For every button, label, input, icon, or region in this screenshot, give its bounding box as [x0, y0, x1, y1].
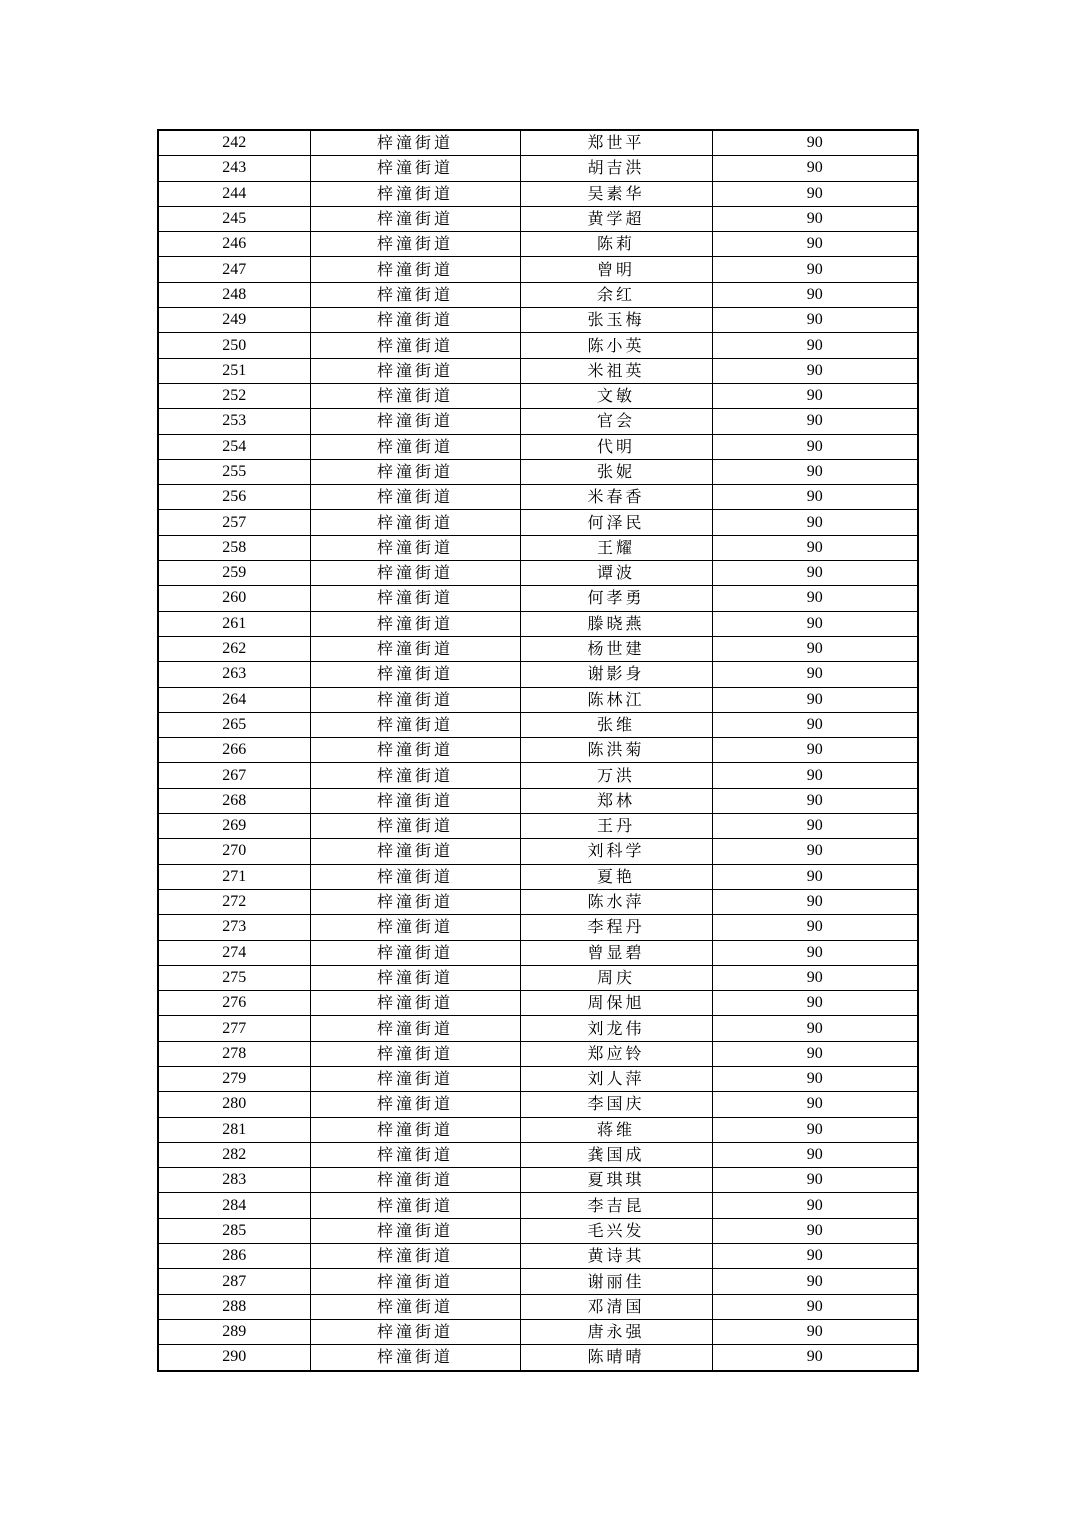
- street-cell: 梓潼街道: [310, 206, 520, 231]
- person-name-cell: 陈林江: [520, 687, 712, 712]
- score-cell: 90: [712, 687, 918, 712]
- table-row: [158, 1016, 918, 1041]
- person-name-cell: 陈晴晴: [520, 1345, 712, 1371]
- street-cell: 梓潼街道: [310, 1218, 520, 1243]
- table-row: [158, 232, 918, 257]
- score-cell: 90: [712, 611, 918, 636]
- score-cell: 90: [712, 1092, 918, 1117]
- street-cell: 梓潼街道: [310, 611, 520, 636]
- person-name-cell: 谢丽佳: [520, 1269, 712, 1294]
- table-row: [158, 1092, 918, 1117]
- street-cell: 梓潼街道: [310, 1092, 520, 1117]
- table-row: [158, 1319, 918, 1344]
- row-number-cell: 284: [158, 1193, 310, 1218]
- table-row: [158, 1142, 918, 1167]
- table-row: [158, 1066, 918, 1091]
- table-row: [158, 535, 918, 560]
- score-cell: 90: [712, 130, 918, 156]
- street-cell: 梓潼街道: [310, 763, 520, 788]
- street-cell: 梓潼街道: [310, 1193, 520, 1218]
- row-number-cell: 287: [158, 1269, 310, 1294]
- row-number-cell: 279: [158, 1066, 310, 1091]
- person-name-cell: 邓清国: [520, 1294, 712, 1319]
- table-row: [158, 409, 918, 434]
- person-name-cell: 米祖英: [520, 358, 712, 383]
- street-cell: 梓潼街道: [310, 1066, 520, 1091]
- table-row: [158, 1294, 918, 1319]
- street-cell: 梓潼街道: [310, 282, 520, 307]
- table-row: [158, 611, 918, 636]
- score-cell: 90: [712, 940, 918, 965]
- street-cell: 梓潼街道: [310, 712, 520, 737]
- street-cell: 梓潼街道: [310, 257, 520, 282]
- street-cell: 梓潼街道: [310, 1016, 520, 1041]
- row-number-cell: 286: [158, 1244, 310, 1269]
- table-row: [158, 358, 918, 383]
- score-cell: 90: [712, 1294, 918, 1319]
- street-cell: 梓潼街道: [310, 940, 520, 965]
- person-name-cell: 郑林: [520, 788, 712, 813]
- person-name-cell: 毛兴发: [520, 1218, 712, 1243]
- street-cell: 梓潼街道: [310, 636, 520, 661]
- table-row: [158, 181, 918, 206]
- street-cell: 梓潼街道: [310, 839, 520, 864]
- person-name-cell: 吴素华: [520, 181, 712, 206]
- person-name-cell: 王耀: [520, 535, 712, 560]
- row-number-cell: 280: [158, 1092, 310, 1117]
- score-cell: 90: [712, 738, 918, 763]
- table-row: [158, 308, 918, 333]
- row-number-cell: 282: [158, 1142, 310, 1167]
- row-number-cell: 275: [158, 965, 310, 990]
- row-number-cell: 259: [158, 561, 310, 586]
- table-row: [158, 1041, 918, 1066]
- street-cell: 梓潼街道: [310, 889, 520, 914]
- person-name-cell: 夏琪琪: [520, 1168, 712, 1193]
- table-row: [158, 586, 918, 611]
- table-row: [158, 1345, 918, 1371]
- score-cell: 90: [712, 1345, 918, 1371]
- score-cell: 90: [712, 181, 918, 206]
- street-cell: 梓潼街道: [310, 1117, 520, 1142]
- street-cell: 梓潼街道: [310, 965, 520, 990]
- person-name-cell: 黄诗其: [520, 1244, 712, 1269]
- score-cell: 90: [712, 1168, 918, 1193]
- street-cell: 梓潼街道: [310, 561, 520, 586]
- score-cell: 90: [712, 434, 918, 459]
- score-cell: 90: [712, 206, 918, 231]
- street-cell: 梓潼街道: [310, 915, 520, 940]
- score-cell: 90: [712, 358, 918, 383]
- score-cell: 90: [712, 788, 918, 813]
- street-cell: 梓潼街道: [310, 738, 520, 763]
- row-number-cell: 277: [158, 1016, 310, 1041]
- score-cell: 90: [712, 1269, 918, 1294]
- row-number-cell: 260: [158, 586, 310, 611]
- person-name-cell: 曾显碧: [520, 940, 712, 965]
- person-name-cell: 张玉梅: [520, 308, 712, 333]
- person-name-cell: 刘科学: [520, 839, 712, 864]
- row-number-cell: 251: [158, 358, 310, 383]
- row-number-cell: 272: [158, 889, 310, 914]
- score-cell: 90: [712, 1193, 918, 1218]
- street-cell: 梓潼街道: [310, 459, 520, 484]
- row-number-cell: 245: [158, 206, 310, 231]
- table-row: [158, 763, 918, 788]
- score-cell: 90: [712, 1041, 918, 1066]
- person-name-cell: 陈小英: [520, 333, 712, 358]
- person-name-cell: 夏艳: [520, 864, 712, 889]
- street-cell: 梓潼街道: [310, 485, 520, 510]
- person-name-cell: 官会: [520, 409, 712, 434]
- score-cell: 90: [712, 965, 918, 990]
- roster-table: [157, 129, 919, 1372]
- street-cell: 梓潼街道: [310, 1294, 520, 1319]
- table-row: [158, 915, 918, 940]
- person-name-cell: 谢影身: [520, 662, 712, 687]
- table-row: [158, 965, 918, 990]
- street-cell: 梓潼街道: [310, 232, 520, 257]
- table-row: [158, 940, 918, 965]
- table-row: [158, 889, 918, 914]
- table-row: [158, 156, 918, 181]
- row-number-cell: 242: [158, 130, 310, 156]
- table-row: [158, 1244, 918, 1269]
- table-row: [158, 459, 918, 484]
- row-number-cell: 256: [158, 485, 310, 510]
- person-name-cell: 张维: [520, 712, 712, 737]
- score-cell: 90: [712, 1016, 918, 1041]
- street-cell: 梓潼街道: [310, 1319, 520, 1344]
- score-cell: 90: [712, 763, 918, 788]
- row-number-cell: 263: [158, 662, 310, 687]
- score-cell: 90: [712, 510, 918, 535]
- row-number-cell: 268: [158, 788, 310, 813]
- person-name-cell: 刘龙伟: [520, 1016, 712, 1041]
- score-cell: 90: [712, 1142, 918, 1167]
- person-name-cell: 代明: [520, 434, 712, 459]
- person-name-cell: 周庆: [520, 965, 712, 990]
- row-number-cell: 285: [158, 1218, 310, 1243]
- row-number-cell: 243: [158, 156, 310, 181]
- score-cell: 90: [712, 814, 918, 839]
- score-cell: 90: [712, 1218, 918, 1243]
- table-row: [158, 561, 918, 586]
- table-row: [158, 1117, 918, 1142]
- score-cell: 90: [712, 232, 918, 257]
- score-cell: 90: [712, 1117, 918, 1142]
- row-number-cell: 281: [158, 1117, 310, 1142]
- person-name-cell: 黄学超: [520, 206, 712, 231]
- table-row: [158, 1193, 918, 1218]
- score-cell: 90: [712, 459, 918, 484]
- person-name-cell: 滕晓燕: [520, 611, 712, 636]
- person-name-cell: 王丹: [520, 814, 712, 839]
- table-row: [158, 383, 918, 408]
- roster-table-body: [158, 130, 918, 1371]
- table-row: [158, 839, 918, 864]
- street-cell: 梓潼街道: [310, 1168, 520, 1193]
- score-cell: 90: [712, 915, 918, 940]
- row-number-cell: 266: [158, 738, 310, 763]
- row-number-cell: 270: [158, 839, 310, 864]
- street-cell: 梓潼街道: [310, 687, 520, 712]
- street-cell: 梓潼街道: [310, 1142, 520, 1167]
- street-cell: 梓潼街道: [310, 409, 520, 434]
- table-row: [158, 510, 918, 535]
- street-cell: 梓潼街道: [310, 535, 520, 560]
- row-number-cell: 250: [158, 333, 310, 358]
- person-name-cell: 唐永强: [520, 1319, 712, 1344]
- person-name-cell: 刘人萍: [520, 1066, 712, 1091]
- row-number-cell: 274: [158, 940, 310, 965]
- row-number-cell: 244: [158, 181, 310, 206]
- row-number-cell: 262: [158, 636, 310, 661]
- row-number-cell: 288: [158, 1294, 310, 1319]
- person-name-cell: 张妮: [520, 459, 712, 484]
- person-name-cell: 胡吉洪: [520, 156, 712, 181]
- row-number-cell: 265: [158, 712, 310, 737]
- street-cell: 梓潼街道: [310, 1041, 520, 1066]
- street-cell: 梓潼街道: [310, 510, 520, 535]
- person-name-cell: 陈洪菊: [520, 738, 712, 763]
- row-number-cell: 247: [158, 257, 310, 282]
- score-cell: 90: [712, 308, 918, 333]
- table-row: [158, 712, 918, 737]
- row-number-cell: 252: [158, 383, 310, 408]
- table-row: [158, 434, 918, 459]
- table-row: [158, 1269, 918, 1294]
- score-cell: 90: [712, 257, 918, 282]
- person-name-cell: 曾明: [520, 257, 712, 282]
- table-row: [158, 864, 918, 889]
- score-cell: 90: [712, 839, 918, 864]
- person-name-cell: 余红: [520, 282, 712, 307]
- person-name-cell: 周保旭: [520, 991, 712, 1016]
- table-row: [158, 1168, 918, 1193]
- table-row: [158, 991, 918, 1016]
- table-row: [158, 662, 918, 687]
- score-cell: 90: [712, 636, 918, 661]
- person-name-cell: 李吉昆: [520, 1193, 712, 1218]
- table-row: [158, 333, 918, 358]
- street-cell: 梓潼街道: [310, 130, 520, 156]
- person-name-cell: 文敏: [520, 383, 712, 408]
- person-name-cell: 陈水萍: [520, 889, 712, 914]
- street-cell: 梓潼街道: [310, 156, 520, 181]
- table-row: [158, 257, 918, 282]
- row-number-cell: 269: [158, 814, 310, 839]
- person-name-cell: 米春香: [520, 485, 712, 510]
- street-cell: 梓潼街道: [310, 181, 520, 206]
- table-row: [158, 636, 918, 661]
- score-cell: 90: [712, 282, 918, 307]
- street-cell: 梓潼街道: [310, 991, 520, 1016]
- row-number-cell: 254: [158, 434, 310, 459]
- score-cell: 90: [712, 586, 918, 611]
- person-name-cell: 李国庆: [520, 1092, 712, 1117]
- row-number-cell: 290: [158, 1345, 310, 1371]
- street-cell: 梓潼街道: [310, 1244, 520, 1269]
- row-number-cell: 289: [158, 1319, 310, 1344]
- person-name-cell: 何孝勇: [520, 586, 712, 611]
- score-cell: 90: [712, 1244, 918, 1269]
- table-row: [158, 814, 918, 839]
- street-cell: 梓潼街道: [310, 333, 520, 358]
- person-name-cell: 万洪: [520, 763, 712, 788]
- score-cell: 90: [712, 889, 918, 914]
- score-cell: 90: [712, 535, 918, 560]
- score-cell: 90: [712, 333, 918, 358]
- row-number-cell: 249: [158, 308, 310, 333]
- score-cell: 90: [712, 485, 918, 510]
- table-row: [158, 130, 918, 156]
- person-name-cell: 李程丹: [520, 915, 712, 940]
- person-name-cell: 何泽民: [520, 510, 712, 535]
- row-number-cell: 264: [158, 687, 310, 712]
- street-cell: 梓潼街道: [310, 383, 520, 408]
- person-name-cell: 龚国成: [520, 1142, 712, 1167]
- score-cell: 90: [712, 712, 918, 737]
- row-number-cell: 261: [158, 611, 310, 636]
- row-number-cell: 257: [158, 510, 310, 535]
- score-cell: 90: [712, 1319, 918, 1344]
- row-number-cell: 271: [158, 864, 310, 889]
- table-row: [158, 788, 918, 813]
- table-row: [158, 738, 918, 763]
- table-row: [158, 687, 918, 712]
- person-name-cell: 郑应铃: [520, 1041, 712, 1066]
- row-number-cell: 278: [158, 1041, 310, 1066]
- street-cell: 梓潼街道: [310, 308, 520, 333]
- person-name-cell: 郑世平: [520, 130, 712, 156]
- score-cell: 90: [712, 991, 918, 1016]
- row-number-cell: 283: [158, 1168, 310, 1193]
- street-cell: 梓潼街道: [310, 1269, 520, 1294]
- person-name-cell: 谭波: [520, 561, 712, 586]
- row-number-cell: 276: [158, 991, 310, 1016]
- street-cell: 梓潼街道: [310, 662, 520, 687]
- street-cell: 梓潼街道: [310, 814, 520, 839]
- score-cell: 90: [712, 561, 918, 586]
- person-name-cell: 蒋维: [520, 1117, 712, 1142]
- score-cell: 90: [712, 409, 918, 434]
- table-row: [158, 1218, 918, 1243]
- street-cell: 梓潼街道: [310, 1345, 520, 1371]
- score-cell: 90: [712, 156, 918, 181]
- row-number-cell: 253: [158, 409, 310, 434]
- street-cell: 梓潼街道: [310, 434, 520, 459]
- score-cell: 90: [712, 864, 918, 889]
- table-row: [158, 485, 918, 510]
- table-row: [158, 206, 918, 231]
- score-cell: 90: [712, 662, 918, 687]
- score-cell: 90: [712, 1066, 918, 1091]
- table-row: [158, 282, 918, 307]
- row-number-cell: 248: [158, 282, 310, 307]
- street-cell: 梓潼街道: [310, 586, 520, 611]
- street-cell: 梓潼街道: [310, 358, 520, 383]
- row-number-cell: 255: [158, 459, 310, 484]
- street-cell: 梓潼街道: [310, 864, 520, 889]
- person-name-cell: 杨世建: [520, 636, 712, 661]
- street-cell: 梓潼街道: [310, 788, 520, 813]
- row-number-cell: 273: [158, 915, 310, 940]
- row-number-cell: 267: [158, 763, 310, 788]
- score-cell: 90: [712, 383, 918, 408]
- person-name-cell: 陈莉: [520, 232, 712, 257]
- row-number-cell: 258: [158, 535, 310, 560]
- row-number-cell: 246: [158, 232, 310, 257]
